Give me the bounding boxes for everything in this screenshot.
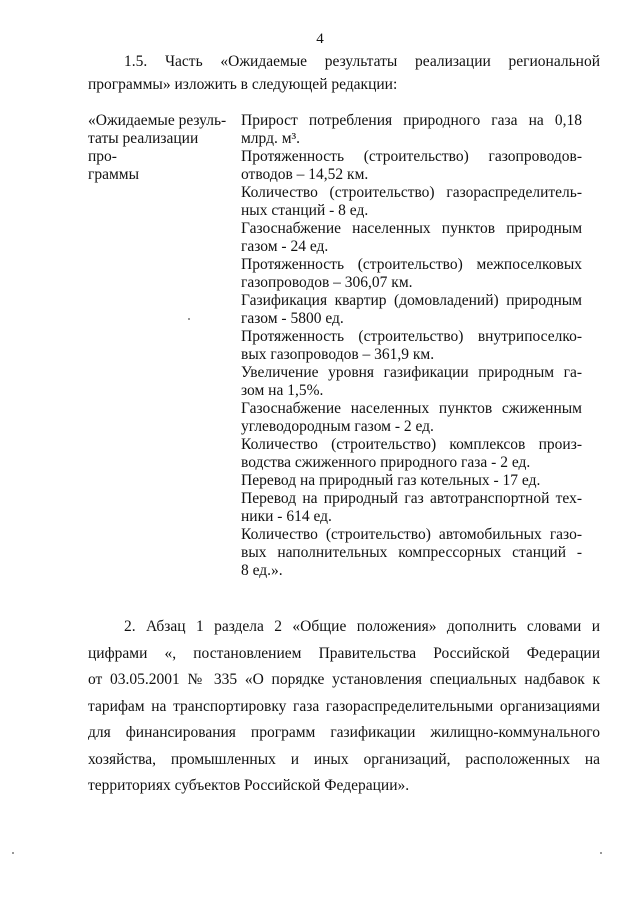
result-item-line: Количество (строительство) газораспределитель- — [241, 184, 582, 201]
result-item — [241, 436, 582, 472]
result-item-line: Протяженность (строительство) газопроводов- — [241, 148, 582, 165]
result-item — [241, 364, 582, 400]
paragraph-1-5 — [88, 51, 600, 96]
result-item — [241, 490, 582, 526]
result-item — [241, 256, 582, 292]
result-item-line: Протяженность (строительство) внутрипоселко- — [241, 328, 582, 345]
result-item-line: Газификация квартир (домовладений) природным — [241, 292, 582, 309]
result-item — [241, 472, 582, 490]
left-cell-line: таты реализации про- — [88, 130, 199, 165]
result-item-line: газопроводов – 306,07 км. — [241, 274, 413, 291]
result-item — [241, 148, 582, 184]
result-item-line: млрд. м³. — [241, 130, 301, 147]
paragraph-2-line: для финансирования программ газификации жилищно-коммунального — [88, 724, 600, 741]
result-item — [241, 112, 582, 148]
table-right-cell — [241, 112, 582, 580]
result-item — [241, 184, 582, 220]
result-item-line: Газоснабжение населенных пунктов сжиженным — [241, 400, 582, 417]
table-left-cell — [88, 112, 230, 184]
scan-speck — [600, 852, 602, 854]
result-item-line: ных станций - 8 ед. — [241, 202, 369, 219]
page-number: 4 — [316, 31, 324, 47]
paragraph-2-line: тарифам на транспортировку газа газораспределительными организациями — [88, 697, 600, 715]
result-item-line: Перевод на природный газ котельных - 17 ед. — [241, 472, 541, 489]
result-item — [241, 328, 582, 364]
result-item-line: газом - 5800 ед. — [241, 310, 344, 327]
result-item-line: Увеличение уровня газификации природным га- — [241, 364, 582, 381]
result-item-line: отводов – 14,52 км. — [241, 166, 369, 183]
paragraph-2 — [88, 614, 600, 800]
result-item-line: Перевод на природный газ автотранспортной тех- — [241, 490, 582, 507]
result-item-line: водства сжиженного природного газа - 2 ед. — [241, 454, 531, 471]
result-item-line: Протяженность (строительство) межпоселковых — [241, 256, 582, 273]
paragraph-2-line: от 03.05.2001 № 335 «О порядке установления специальных надбавок к — [88, 671, 600, 688]
result-item-line: газом - 24 ед. — [241, 238, 329, 255]
result-item-line: ники - 614 ед. — [241, 508, 332, 525]
paragraph-2-line: хозяйства, промышленных и иных организаций, расположенных на — [88, 750, 600, 768]
left-cell-line: «Ожидаемые резуль- — [88, 112, 227, 129]
paragraph-2-line: цифрами «, постановлением Правительства Российской Федерации — [88, 644, 600, 662]
result-item-line: углеводородным газом - 2 ед. — [241, 418, 434, 435]
result-item-line: Газоснабжение населенных пунктов природным — [241, 220, 582, 237]
result-item-line: зом на 1,5%. — [241, 382, 324, 399]
scan-speck — [12, 852, 14, 854]
result-item — [241, 400, 582, 436]
result-item-line: Количество (строительство) комплексов произ- — [241, 436, 582, 453]
result-item-line: Прирост потребления природного газа на 0,18 — [241, 112, 582, 129]
paragraph-1-5-line-1: 1.5. Часть «Ожидаемые результаты реализации региональной — [124, 53, 600, 70]
result-item-line: вых наполнительных компрессорных станций - — [241, 544, 582, 561]
result-item-line: Количество (строительство) автомобильных газо- — [241, 526, 582, 543]
result-item — [241, 292, 582, 328]
result-item-line: вых газопроводов – 361,9 км. — [241, 346, 435, 363]
result-item-line: 8 ед.». — [241, 562, 283, 579]
left-cell-line: граммы — [88, 166, 140, 183]
paragraph-2-line: 2. Абзац 1 раздела 2 «Общие положения» дополнить словами и — [124, 618, 600, 635]
result-item — [241, 526, 582, 580]
paragraph-1-5-line-2: программы» изложить в следующей редакции: — [88, 75, 398, 93]
result-item — [241, 220, 582, 256]
paragraph-2-line: территориях субъектов Российской Федерации». — [88, 777, 410, 794]
scan-speck — [188, 318, 190, 320]
